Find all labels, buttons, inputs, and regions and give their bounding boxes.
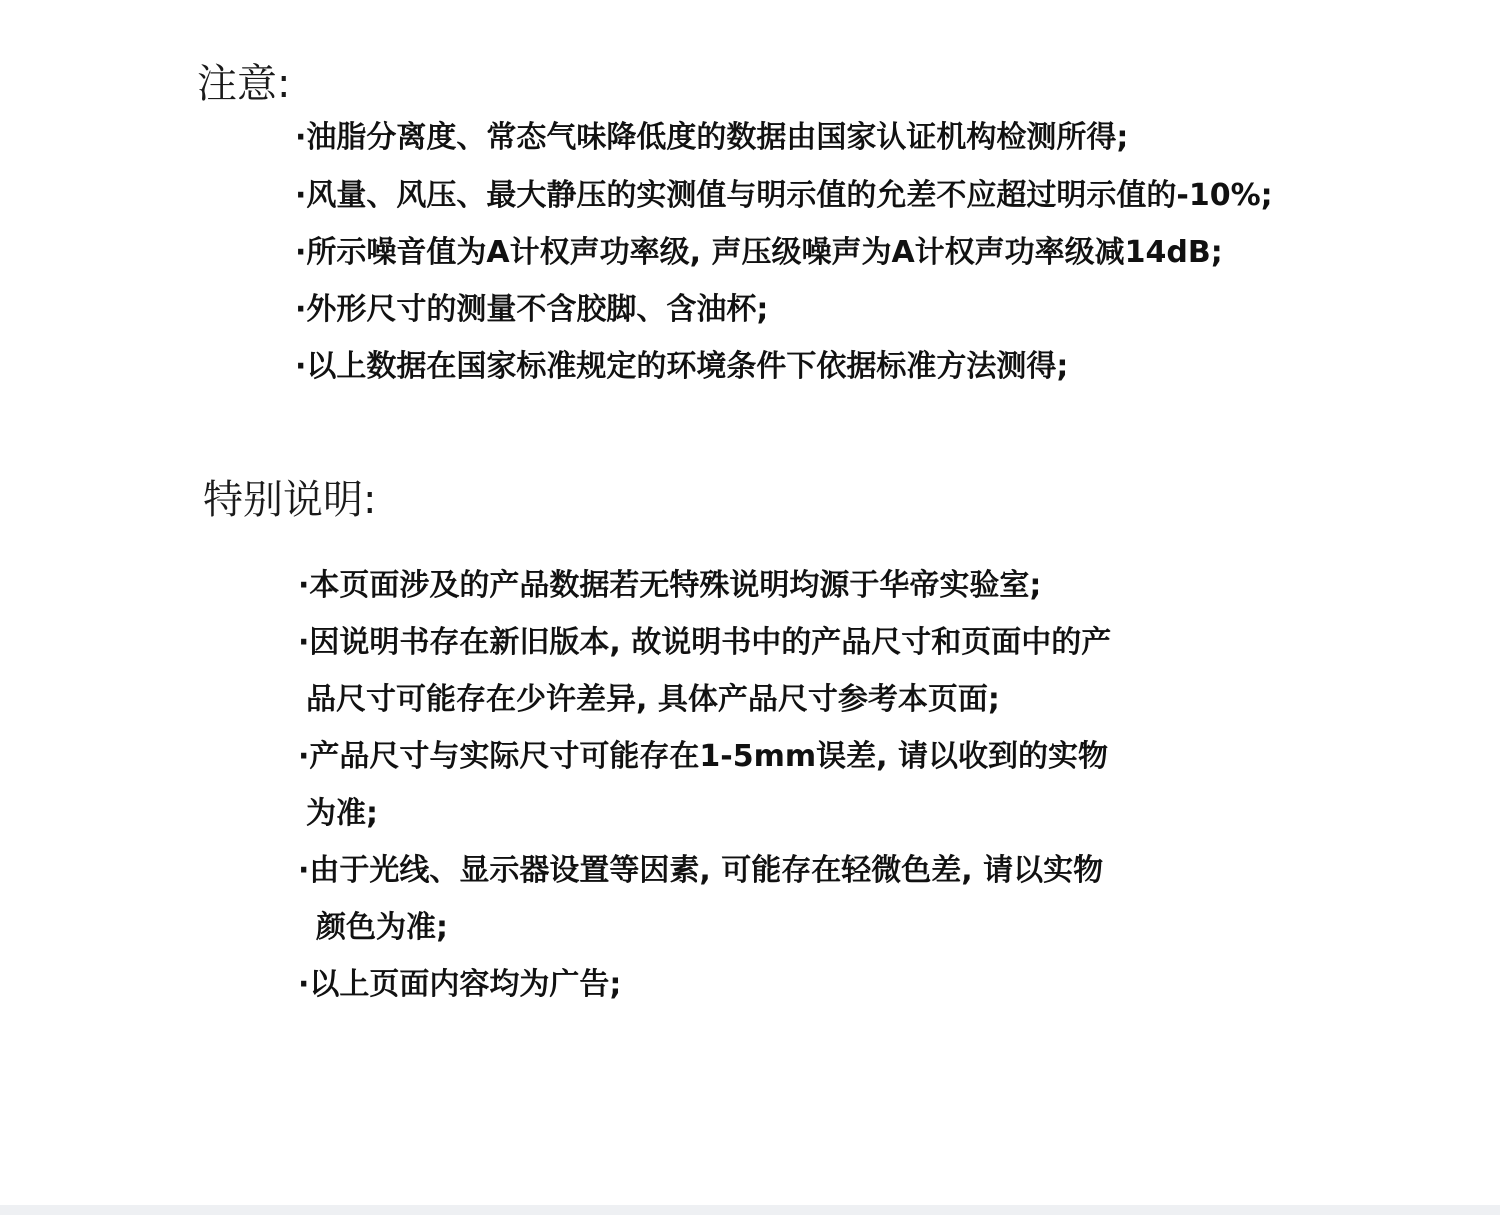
bottom-divider <box>0 1205 1500 1215</box>
notice-item: ·以上数据在国家标准规定的环境条件下依据标准方法测得; <box>295 349 1069 384</box>
special-line: 为准; <box>306 796 378 831</box>
special-heading: 特别说明: <box>203 477 377 523</box>
notice-heading: 注意: <box>197 61 291 107</box>
notice-item: ·风量、风压、最大静压的实测值与明示值的允差不应超过明示值的-10%; <box>295 178 1273 213</box>
special-line: 品尺寸可能存在少许差异, 具体产品尺寸参考本页面; <box>306 682 1000 717</box>
special-line: ·由于光线、显示器设置等因素, 可能存在轻微色差, 请以实物 <box>298 853 1104 888</box>
notice-item: ·外形尺寸的测量不含胶脚、含油杯; <box>295 292 769 327</box>
notice-item: ·油脂分离度、常态气味降低度的数据由国家认证机构检测所得; <box>295 120 1129 155</box>
special-line: ·以上页面内容均为广告; <box>298 967 622 1002</box>
special-line: ·因说明书存在新旧版本, 故说明书中的产品尺寸和页面中的产 <box>298 625 1112 660</box>
special-line: 颜色为准; <box>316 910 448 945</box>
special-line: ·产品尺寸与实际尺寸可能存在1-5mm误差, 请以收到的实物 <box>298 739 1108 774</box>
special-line: ·本页面涉及的产品数据若无特殊说明均源于华帝实验室; <box>298 568 1042 603</box>
notice-item: ·所示噪音值为A计权声功率级, 声压级噪声为A计权声功率级减14dB; <box>295 235 1223 270</box>
